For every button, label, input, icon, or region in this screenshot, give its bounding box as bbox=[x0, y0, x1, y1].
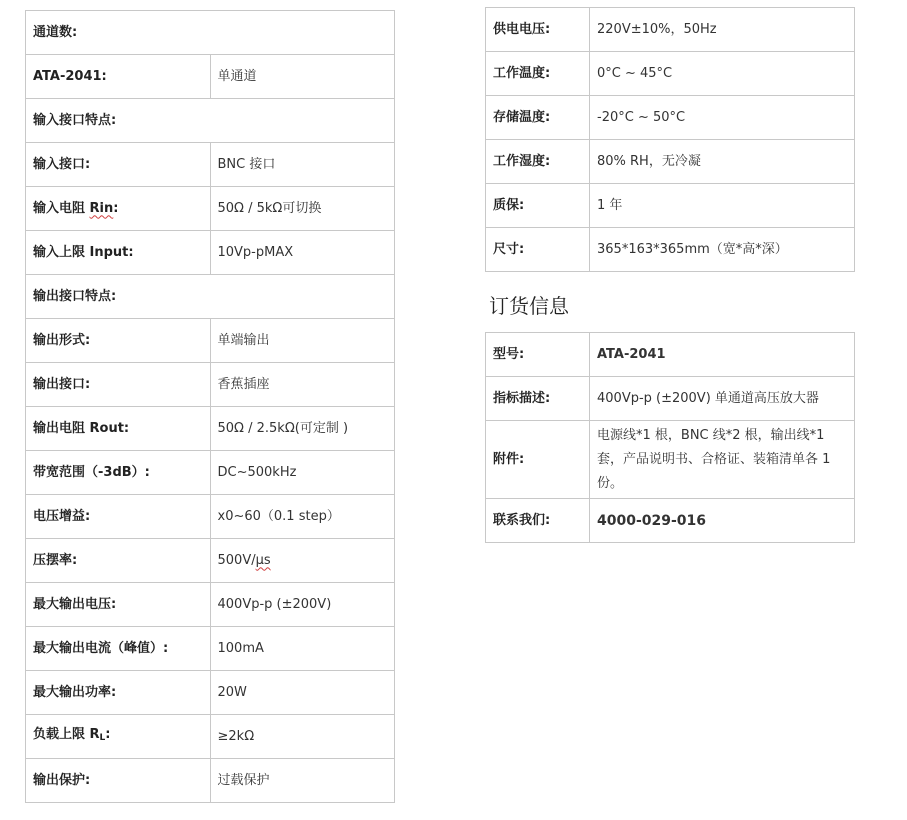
spec-row bbox=[26, 99, 395, 143]
spec-value: 1 年 bbox=[590, 184, 855, 228]
spec-row bbox=[26, 11, 395, 55]
spec-value: 220V±10%，50Hz bbox=[590, 8, 855, 52]
spec-key bbox=[26, 715, 211, 759]
spec-value: 10Vp-pMAX bbox=[210, 231, 395, 275]
spec-key-text: 负载上限 R bbox=[33, 727, 100, 742]
spec-key: 输出形式: bbox=[26, 319, 211, 363]
spec-row bbox=[26, 759, 395, 803]
spec-value: 80% RH，无冷凝 bbox=[590, 140, 855, 184]
spec-key: 存储温度: bbox=[486, 96, 590, 140]
spellcheck-mark: Rin bbox=[89, 200, 114, 216]
contact-phone: 4000-029-016 bbox=[590, 499, 855, 543]
spec-table-left bbox=[25, 10, 395, 803]
spec-row bbox=[26, 583, 395, 627]
spec-key: 最大输出电压: bbox=[26, 583, 211, 627]
spec-table-right bbox=[485, 7, 855, 272]
spec-row bbox=[26, 539, 395, 583]
spec-row bbox=[486, 8, 855, 52]
spec-value: ≥2kΩ bbox=[210, 715, 395, 759]
spec-value: DC~500kHz bbox=[210, 451, 395, 495]
spec-value: 过载保护 bbox=[210, 759, 395, 803]
spec-row bbox=[26, 495, 395, 539]
spec-row bbox=[26, 671, 395, 715]
spec-value bbox=[210, 539, 395, 583]
spec-value: 365*163*365mm（宽*高*深） bbox=[590, 228, 855, 272]
order-row bbox=[486, 421, 855, 499]
order-info-heading: 订货信息 bbox=[489, 294, 569, 318]
spec-key: 压摆率: bbox=[26, 539, 211, 583]
order-row bbox=[486, 499, 855, 543]
spec-key: 输出电阻 Rout: bbox=[26, 407, 211, 451]
order-key: 型号: bbox=[486, 333, 590, 377]
spec-key-colon: : bbox=[105, 727, 111, 742]
order-info-table bbox=[485, 332, 855, 543]
spec-key: 输入上限 Input: bbox=[26, 231, 211, 275]
accessories-value: 电源线*1 根，BNC 线*2 根，输出线*1 套，产品说明书、合格证、装箱清单各 1 份。 bbox=[590, 421, 855, 499]
spec-row bbox=[486, 140, 855, 184]
spec-key: 最大输出功率: bbox=[26, 671, 211, 715]
spec-row bbox=[26, 715, 395, 759]
spec-value: 50Ω / 5kΩ可切换 bbox=[210, 187, 395, 231]
spec-row bbox=[26, 231, 395, 275]
spec-key: 工作湿度: bbox=[486, 140, 590, 184]
spec-value-text: 500V/ bbox=[217, 552, 256, 568]
spec-row bbox=[486, 228, 855, 272]
spec-row bbox=[26, 143, 395, 187]
spec-key: 输出接口: bbox=[26, 363, 211, 407]
spec-key-colon: : bbox=[113, 200, 119, 216]
spec-key: 电压增益: bbox=[26, 495, 211, 539]
section-label-input: 输入接口特点: bbox=[26, 99, 395, 143]
spec-row bbox=[486, 52, 855, 96]
spec-row bbox=[26, 275, 395, 319]
order-key: 指标描述: bbox=[486, 377, 590, 421]
spec-key: 输入接口: bbox=[26, 143, 211, 187]
spec-value: 400Vp-p (±200V) bbox=[210, 583, 395, 627]
order-key: 联系我们: bbox=[486, 499, 590, 543]
spec-value: 20W bbox=[210, 671, 395, 715]
spec-value: 0°C ~ 45°C bbox=[590, 52, 855, 96]
spec-key: 质保: bbox=[486, 184, 590, 228]
spec-value: 单通道 bbox=[210, 55, 395, 99]
spec-value: 单端输出 bbox=[210, 319, 395, 363]
spec-key: ATA-2041: bbox=[26, 55, 211, 99]
spec-row bbox=[26, 407, 395, 451]
section-label-output: 输出接口特点: bbox=[26, 275, 395, 319]
order-row bbox=[486, 377, 855, 421]
spec-key-text: 输入电阻 bbox=[33, 200, 90, 216]
order-key: 附件: bbox=[486, 421, 590, 499]
spec-key bbox=[26, 187, 211, 231]
spec-value: 50Ω / 2.5kΩ(可定制 ) bbox=[210, 407, 395, 451]
spec-key: 输出保护: bbox=[26, 759, 211, 803]
spec-key: 尺寸: bbox=[486, 228, 590, 272]
spec-key: 带宽范围（-3dB）: bbox=[26, 451, 211, 495]
spec-key: 工作温度: bbox=[486, 52, 590, 96]
spec-row bbox=[26, 363, 395, 407]
order-value: 400Vp-p (±200V) 单通道高压放大器 bbox=[590, 377, 855, 421]
spellcheck-mark: μs bbox=[255, 552, 271, 568]
spec-row bbox=[26, 187, 395, 231]
spec-value: BNC 接口 bbox=[210, 143, 395, 187]
subscript-l: L bbox=[99, 733, 106, 743]
spec-value: x0~60（0.1 step） bbox=[210, 495, 395, 539]
spec-value: 100mA bbox=[210, 627, 395, 671]
spec-row bbox=[486, 184, 855, 228]
spec-key: 供电电压: bbox=[486, 8, 590, 52]
spec-row bbox=[26, 319, 395, 363]
spec-row bbox=[26, 627, 395, 671]
spec-row bbox=[26, 55, 395, 99]
spec-value: 香蕉插座 bbox=[210, 363, 395, 407]
model-value: ATA-2041 bbox=[590, 333, 855, 377]
order-row bbox=[486, 333, 855, 377]
section-label-channels: 通道数: bbox=[26, 11, 395, 55]
spec-row bbox=[26, 451, 395, 495]
spec-key: 最大输出电流（峰值）: bbox=[26, 627, 211, 671]
spec-row bbox=[486, 96, 855, 140]
spec-value: -20°C ~ 50°C bbox=[590, 96, 855, 140]
